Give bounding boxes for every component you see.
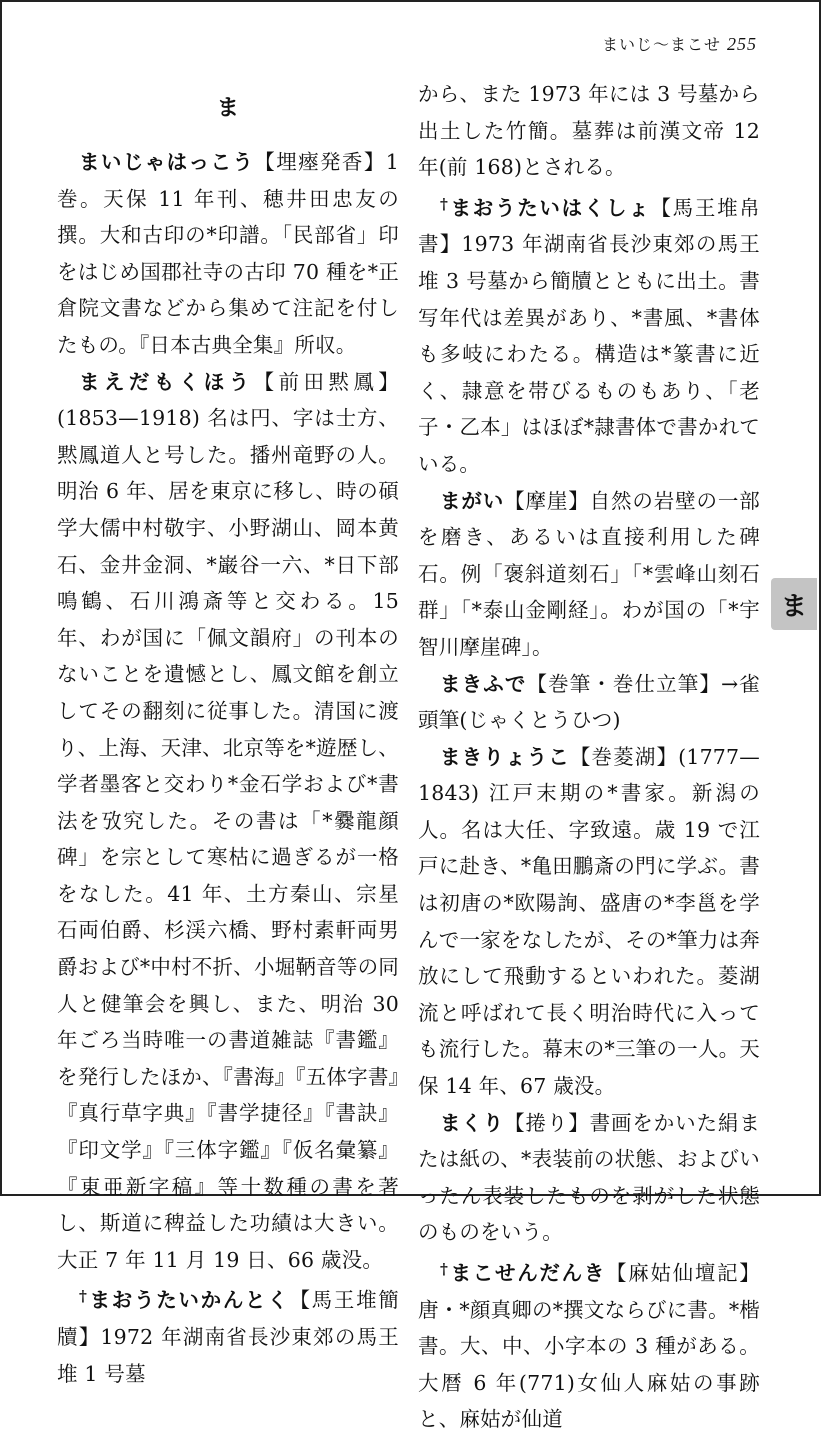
entry-text: 【摩崖】自然の岩壁の一部を磨き、あるいは直接利用した碑石。例「褒斜道刻石」「*雲峰山刻石群」「*泰山金剛経」。わが国の「*宇智川摩崖碑」。 xyxy=(418,488,760,659)
dictionary-entry xyxy=(418,483,760,666)
dictionary-entry xyxy=(57,364,399,1279)
entry-text: 【馬王堆帛書】1973 年湖南省長沙東郊の馬王堆 3 号墓から簡牘とともに出土。書写年代は差異があり、*書風、*書体も多岐にわたる。構造は*篆書に近く、隷意を帯びるものもあり、「老子・乙本」はほぼ*隷書体で書かれている。 xyxy=(418,195,760,476)
entry-headword: まきりょうこ xyxy=(440,744,570,769)
right-entries xyxy=(418,76,760,1438)
entry-continuation xyxy=(418,76,760,186)
left-entries xyxy=(57,144,399,1392)
dictionary-entry xyxy=(57,1278,399,1392)
entry-headword: まこせんだんき xyxy=(450,1261,607,1285)
dagger-mark: † xyxy=(440,1260,450,1278)
left-column xyxy=(57,76,399,1392)
section-heading: ま xyxy=(216,95,240,121)
dictionary-entry xyxy=(418,666,760,739)
entry-text: 【巻筆・巻仕立筆】→雀頭筆(じゃくとうひつ) xyxy=(418,671,760,733)
entry-headword: まえだもくほう xyxy=(79,369,254,394)
entry-headword: まがい xyxy=(440,488,505,513)
entry-text: 【巻菱湖】(1777—1843) 江戸末期の*書家。新潟の人。名は大任、字致遠。歳 19 で江戸に赴き、*亀田鵬斎の門に学ぶ。書は初唐の*欧陽詢、盛唐の*李邕を学んで一家をなしたが、その*筆力は奔放にして飛動するといわれた。菱湖流と呼ばれて長く明治時代に入っても流行した。幕末の*三筆の一人。天保 14 年、67 歳没。 xyxy=(418,744,760,1099)
dictionary-entry xyxy=(418,1105,760,1251)
entry-headword: まきふで xyxy=(440,671,527,696)
entry-text: 【捲り】書画をかいた絹または紙の、*表装前の状態、およびいったん表装したものを剥がした状態のものをいう。 xyxy=(418,1110,760,1245)
dagger-mark: † xyxy=(79,1287,89,1306)
running-header xyxy=(602,32,757,55)
entry-text: 【馬王堆簡牘】1972 年湖南省長沙東郊の馬王堆 1 号墓 xyxy=(57,1288,399,1386)
dictionary-entry xyxy=(418,186,760,483)
index-tab[interactable]: ま xyxy=(771,578,817,630)
header-range: まいじ〜まこせ xyxy=(601,35,721,54)
dictionary-entry xyxy=(418,1251,760,1438)
entry-text: から、また 1973 年には 3 号墓から出土した竹簡。墓葬は前漢文帝 12 年(前 168)とされる。 xyxy=(418,82,760,180)
entry-text: 【前田黙鳳】(1853—1918) 名は円、字は士方、黙鳳道人と号した。播州竜野の人。明治 6 年、居を東京に移し、時の碩学大儒中村敬宇、小野湖山、岡本黄石、金井金洞、*巌谷一六、*日下部鳴鶴、石川鴻斎等と交わる。15 年、わが国に「佩文韻府」の刊本のないことを遺憾とし、鳳文館を創立してその翻刻に従事した。清国に渡り、上海、天津、北京等を*遊歴し、学者墨客と交わり*金石学および*書法を攷究した。その書は「*爨龍顔碑」を宗として寒枯に過ぎるが一格をなした。41 年、土方秦山、宗星石両伯爵、杉渓六橋、野村素軒両男爵および*中村不折、小堀鞆音等の同人と健筆会を興し、また、明治 30 年ごろ当時唯一の書道雑誌『書鑑』を発行したほか、『書海』『五体字書』『真行草字典』『書学捷径』『書訣』『印文学』『三体字鑑』『仮名彙纂』『東亜新字稿』等十数種の書を著し、斯道に稗益した功績は大きい。大正 7 年 11 月 19 日、66 歳没。 xyxy=(57,369,399,1272)
dictionary-entry xyxy=(57,144,399,364)
dagger-mark: † xyxy=(440,194,450,213)
dictionary-entry xyxy=(418,739,760,1105)
entry-text: 【麻姑仙壇記】唐・*顔真卿の*撰文ならびに書。*楷書。大、中、小字本の 3 種がある。大暦 6 年(771)女仙人麻姑の事跡と、麻姑が仙道 xyxy=(418,1261,761,1432)
entry-headword: まおうたいかんとく xyxy=(89,1288,290,1313)
entry-headword: まいじゃはっこう xyxy=(79,150,255,174)
entry-headword: まおうたいはくしょ xyxy=(450,195,651,220)
entry-text: 【埋瘞発香】1 巻。天保 11 年刊、穂井田忠友の撰。大和古印の*印譜。「民部省」印をはじめ国郡社寺の古印 70 種を*正倉院文書などから集めて注記を付したもの。『日本古典全集』所収。 xyxy=(57,150,399,357)
page-number: 255 xyxy=(727,34,757,54)
entry-headword: まくり xyxy=(440,1110,505,1135)
right-column xyxy=(418,76,760,1438)
